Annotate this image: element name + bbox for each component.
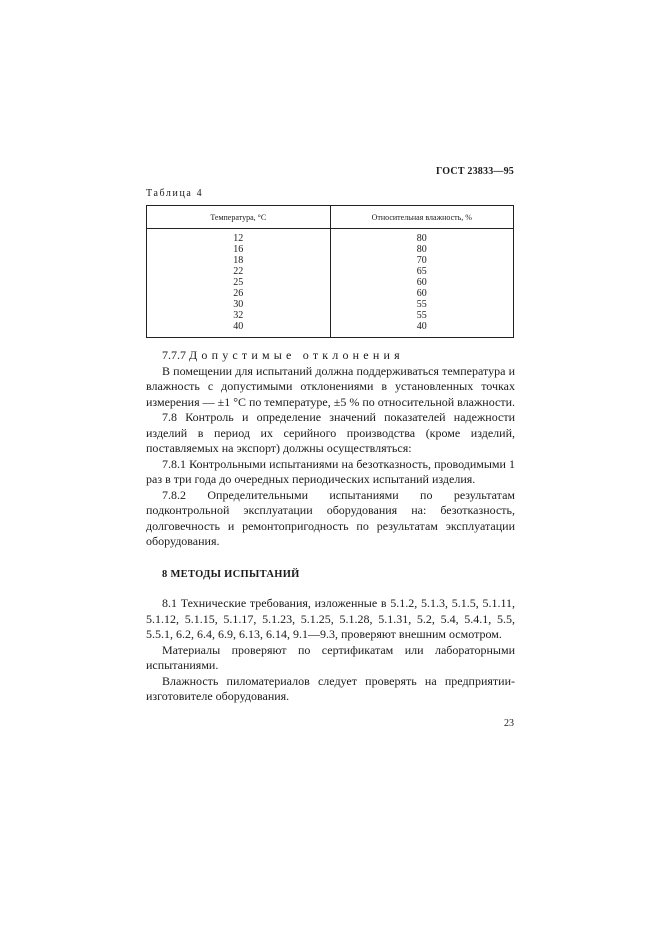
clause-heading: Допустимые отклонения <box>189 348 404 362</box>
table-header-humidity: Относительная влажность, % <box>330 206 514 229</box>
paragraph: 7.8.2 Определительными испытаниями по результатам подконтрольной эксплуатации оборудования на: безотказность, долговечность и ремонтопригодность по результатам эксплуатации оборудования. <box>146 487 515 548</box>
table-row <box>147 299 514 310</box>
body-text <box>146 348 515 705</box>
table-cell: 26 <box>147 288 331 299</box>
section-title: 8 МЕТОДЫ ИСПЫТАНИЙ <box>162 568 300 580</box>
table-cell: 40 <box>147 321 331 338</box>
paragraph: В помещении для испытаний должна поддерживаться температура и влажность с допустимыми отклонениями в установленных точках измерения — ±1 °С по температуре, ±5 % по относительной влажности. <box>146 363 516 409</box>
table-cell: 18 <box>147 255 331 266</box>
table-row <box>147 277 514 288</box>
table-row <box>147 255 514 266</box>
clause-number: 7.7.7 <box>162 348 186 362</box>
table-row <box>147 321 514 338</box>
table-cell: 55 <box>330 310 514 321</box>
paragraph: Материалы проверяют по сертификатам или лабораторными испытаниями. <box>146 642 515 672</box>
table-row <box>147 244 514 255</box>
page-number: 23 <box>504 718 514 729</box>
table-cell: 60 <box>330 288 514 299</box>
table-cell: 12 <box>147 229 331 245</box>
table-cell: 80 <box>330 244 514 255</box>
paragraph: 7.8 Контроль и определение значений показателей надежности изделий в период их серийного производства (кроме изделий, поставляемых на экспорт) должны осуществляться: <box>146 410 515 455</box>
table-header-temperature: Температура, °С <box>147 206 331 229</box>
standard-code: ГОСТ 23833—95 <box>435 166 514 177</box>
table-cell: 55 <box>330 299 514 310</box>
table-cell: 70 <box>330 255 514 266</box>
table-row <box>147 310 514 321</box>
table-cell: 60 <box>330 277 514 288</box>
paragraph: 8.1 Технические требования, изложенные в 5.1.2, 5.1.3, 5.1.5, 5.1.11, 5.1.12, 5.1.15, 5.1.17, 5.1.23, 5.1.25, 5.1.28, 5.1.31, 5.2, 5.4, 5.4.1, 5.5, 5.5.1, 6.2, 6.4, 6.9, 6.13, 6.14, 9.1—9.3, проверяют внешним осмотром. <box>146 596 515 641</box>
table-caption: Таблица 4 <box>146 188 204 199</box>
table-cell: 80 <box>330 229 514 245</box>
table-cell: 32 <box>147 310 331 321</box>
table-cell: 40 <box>330 321 514 338</box>
table-row <box>147 266 514 277</box>
table-cell: 16 <box>147 244 331 255</box>
clause-7-7-7-heading <box>146 348 515 364</box>
table-row <box>147 288 514 299</box>
paragraph: 7.8.1 Контрольными испытаниями на безотказность, проводимыми 1 раз в три года до очередных периодических испытаний изделия. <box>146 456 515 486</box>
table-cell: 30 <box>147 299 331 310</box>
table-cell: 25 <box>147 277 331 288</box>
table-cell: 22 <box>147 266 331 277</box>
table-cell: 65 <box>330 266 514 277</box>
table-row <box>147 229 514 245</box>
humidity-table <box>146 205 514 338</box>
paragraph: Влажность пиломатериалов следует проверять на предприятии-изготовителе оборудования. <box>146 673 515 703</box>
